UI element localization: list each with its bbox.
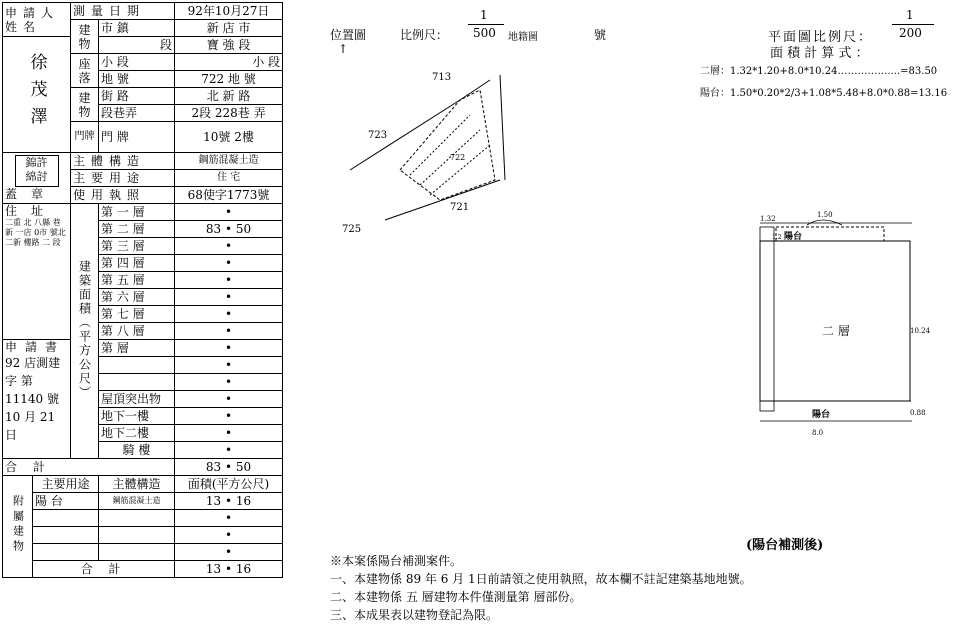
location-scale-num: 1 xyxy=(480,8,488,22)
building-info-table xyxy=(2,2,282,622)
attached-structure-0: 鋼筋混凝土造 xyxy=(99,493,175,510)
door-sub: 門 牌 xyxy=(99,122,175,153)
lot-722: 722 xyxy=(450,153,466,162)
road-label: 街 路 xyxy=(99,88,175,105)
attached-area-1: • xyxy=(175,510,283,527)
dim-1-50: 1.50 xyxy=(817,211,833,219)
floor-label-11: 屋頂突出物 xyxy=(99,391,175,408)
address-text: 二重 北 八縣 巷 新 一店 0市 號北 二新 樓路 二 段 xyxy=(5,218,66,247)
floor-label-13: 地下二樓 xyxy=(99,425,175,442)
attached-area-3: • xyxy=(175,544,283,561)
note-2: 二、本建物係 五 層建物本件僅測量第 層部份。 xyxy=(330,590,582,604)
dim-0-88: 0.88 xyxy=(910,409,926,417)
dim-8-0: 8.0 xyxy=(812,429,824,437)
use-label: 主要用途 xyxy=(71,170,175,187)
applicant-name: 徐茂澤 xyxy=(26,52,47,134)
door-value: 10號 2樓 xyxy=(175,122,283,153)
floor-label-1: 第 二 層 xyxy=(99,221,175,238)
building-label-2: 建物 xyxy=(71,88,99,122)
formula-2f: 二層：1.32*1.20+8.0*10.24……………....=83.50 xyxy=(700,66,938,77)
seal-label: 蓋章 xyxy=(5,187,58,201)
attached-use-0: 陽 台 xyxy=(33,493,99,510)
floor-value-5: • xyxy=(175,289,283,306)
attached-structure-1 xyxy=(99,510,175,527)
location-sketch xyxy=(340,60,540,240)
dim-1-2: 1.2 xyxy=(772,234,782,241)
attached-total-value: 13 • 16 xyxy=(175,561,283,578)
lot-721: 721 xyxy=(450,202,470,213)
floor-label-8: 第 層 xyxy=(99,340,175,357)
plan-scale-bar xyxy=(892,24,934,25)
attached-use-1 xyxy=(33,510,99,527)
lane-label: 段巷弄 xyxy=(99,105,175,122)
use-value: 住 宅 xyxy=(175,170,283,187)
floor-value-1: 83 • 50 xyxy=(175,221,283,238)
building-label: 建物 xyxy=(71,20,99,54)
floor-value-6: • xyxy=(175,306,283,323)
floor-label-6: 第 七 層 xyxy=(99,306,175,323)
lot-value: 722 地 號 xyxy=(175,71,283,88)
subsection-label: 小 段 xyxy=(99,54,175,71)
floor-label-0: 第 一 層 xyxy=(99,204,175,221)
floor-value-0: • xyxy=(175,204,283,221)
address-cell xyxy=(3,204,71,340)
floor-label-10 xyxy=(99,374,175,391)
floor-value-9: • xyxy=(175,357,283,374)
lot-label: 地 號 xyxy=(99,71,175,88)
address-label: 住址 xyxy=(5,204,58,218)
road-value: 北 新 路 xyxy=(175,88,283,105)
permit-value: 68使字1773號 xyxy=(175,187,283,204)
section-value: 寶 強 段 xyxy=(175,37,283,54)
floor-plan xyxy=(752,205,931,445)
balcony-top-label: 陽台 xyxy=(784,232,803,242)
note-0: ※本案係陽台補測案件。 xyxy=(330,554,463,568)
attached-header-structure: 主體構造 xyxy=(99,476,175,493)
applicant-label: 申請人姓名 xyxy=(3,3,71,37)
attached-use-3 xyxy=(33,544,99,561)
location-scale-bar xyxy=(468,24,504,25)
floor-label-4: 第 五 層 xyxy=(99,272,175,289)
floor-value-13: • xyxy=(175,425,283,442)
seal-cell xyxy=(3,153,71,204)
floor-label-9 xyxy=(99,357,175,374)
attached-area-2: • xyxy=(175,527,283,544)
dim-10-24: 10.24 xyxy=(910,327,931,335)
balcony-bottom-label: 陽台 xyxy=(812,410,831,420)
survey-date-label: 測量日期 xyxy=(71,3,175,20)
attached-use-2 xyxy=(33,527,99,544)
dim-1-32: 1.32 xyxy=(760,215,776,223)
attached-total-label: 合 計 xyxy=(33,561,175,578)
applicant-name-cell xyxy=(3,37,71,153)
floor-value-3: • xyxy=(175,255,283,272)
floor-label-12: 地下一樓 xyxy=(99,408,175,425)
floor-label-14: 騎 樓 xyxy=(99,442,175,459)
lot-723: 723 xyxy=(368,130,388,141)
attached-structure-3 xyxy=(99,544,175,561)
survey-date: 92年10月27日 xyxy=(175,3,283,20)
section-label: 段 xyxy=(99,37,175,54)
main-table xyxy=(2,2,283,578)
formula-balcony: 陽台：1.50*0.20*2/3+1.08*5.48+8.0*0.88=13.16 xyxy=(700,88,948,99)
plan-scale-den: 200 xyxy=(899,26,922,40)
subsection-value: 小 段 xyxy=(175,54,283,71)
floor-label-3: 第 四 層 xyxy=(99,255,175,272)
attached-group-label: 附屬建物 xyxy=(3,476,33,578)
plan-scale-num: 1 xyxy=(906,8,914,22)
attached-structure-2 xyxy=(99,527,175,544)
door-label: 門牌 xyxy=(71,122,99,153)
total-value: 83 • 50 xyxy=(175,459,283,476)
formula-label: 面 積 計 算 式 ： xyxy=(770,46,869,61)
application-no: 92 店測建 字 第 11140 號 xyxy=(5,356,61,406)
lot-713: 713 xyxy=(432,72,452,83)
floor-label-2: 第 三 層 xyxy=(99,238,175,255)
permit-label: 使用執照 xyxy=(71,187,175,204)
floor-value-10: • xyxy=(175,374,283,391)
floor-value-2: • xyxy=(175,238,283,255)
floor-value-8: • xyxy=(175,340,283,357)
cadastral-label: 地籍圖 xyxy=(508,32,538,43)
city-label: 市 鎮 xyxy=(99,20,175,37)
location-label: 座落 xyxy=(71,54,99,88)
attached-header-use: 主要用途 xyxy=(33,476,99,493)
floor-value-7: • xyxy=(175,323,283,340)
location-scale-label: 比例尺： xyxy=(400,28,449,42)
floor-label-5: 第 六 層 xyxy=(99,289,175,306)
structure-value: 鋼筋混凝土造 xyxy=(175,153,283,170)
application-date: 10 月 21 日 xyxy=(5,410,56,442)
location-map-label: 位置圖 xyxy=(330,28,367,42)
cadastral-no-label: 號 xyxy=(594,28,607,42)
floor-value-12: • xyxy=(175,408,283,425)
seal-stamp: 錦許 綿討 xyxy=(15,155,59,187)
area-group-label: 建築面積︵平方公尺︶ xyxy=(71,204,99,459)
floor-value-14: • xyxy=(175,442,283,459)
application-cell xyxy=(3,340,71,459)
attached-area-0: 13 • 16 xyxy=(175,493,283,510)
floor-label-7: 第 八 層 xyxy=(99,323,175,340)
lane-value: 2段 228巷 弄 xyxy=(175,105,283,122)
total-label: 合 計 xyxy=(3,459,175,476)
floor-value-4: • xyxy=(175,272,283,289)
lot-725: 725 xyxy=(342,224,362,235)
structure-label: 主體構造 xyxy=(71,153,175,170)
plan-scale-label: 平面圖比例尺： xyxy=(768,30,874,45)
drawing-area xyxy=(290,0,958,628)
attached-header-area: 面積(平方公尺) xyxy=(175,476,283,493)
note-1: 一、本建物係 89 年 6 月 1日前請領之使用執照，故本欄不註記建築基地地號。 xyxy=(330,572,752,586)
after-note: (陽台補測後) xyxy=(746,538,824,553)
application-label: 申請書 xyxy=(5,340,66,354)
location-scale-den: 500 xyxy=(473,26,496,40)
room-label: 二 層 xyxy=(822,324,850,338)
note-3: 三、本成果表以建物登記為限。 xyxy=(330,608,499,622)
city-value: 新 店 市 xyxy=(175,20,283,37)
north-arrow-icon: ↑ xyxy=(338,42,349,56)
floor-value-11: • xyxy=(175,391,283,408)
